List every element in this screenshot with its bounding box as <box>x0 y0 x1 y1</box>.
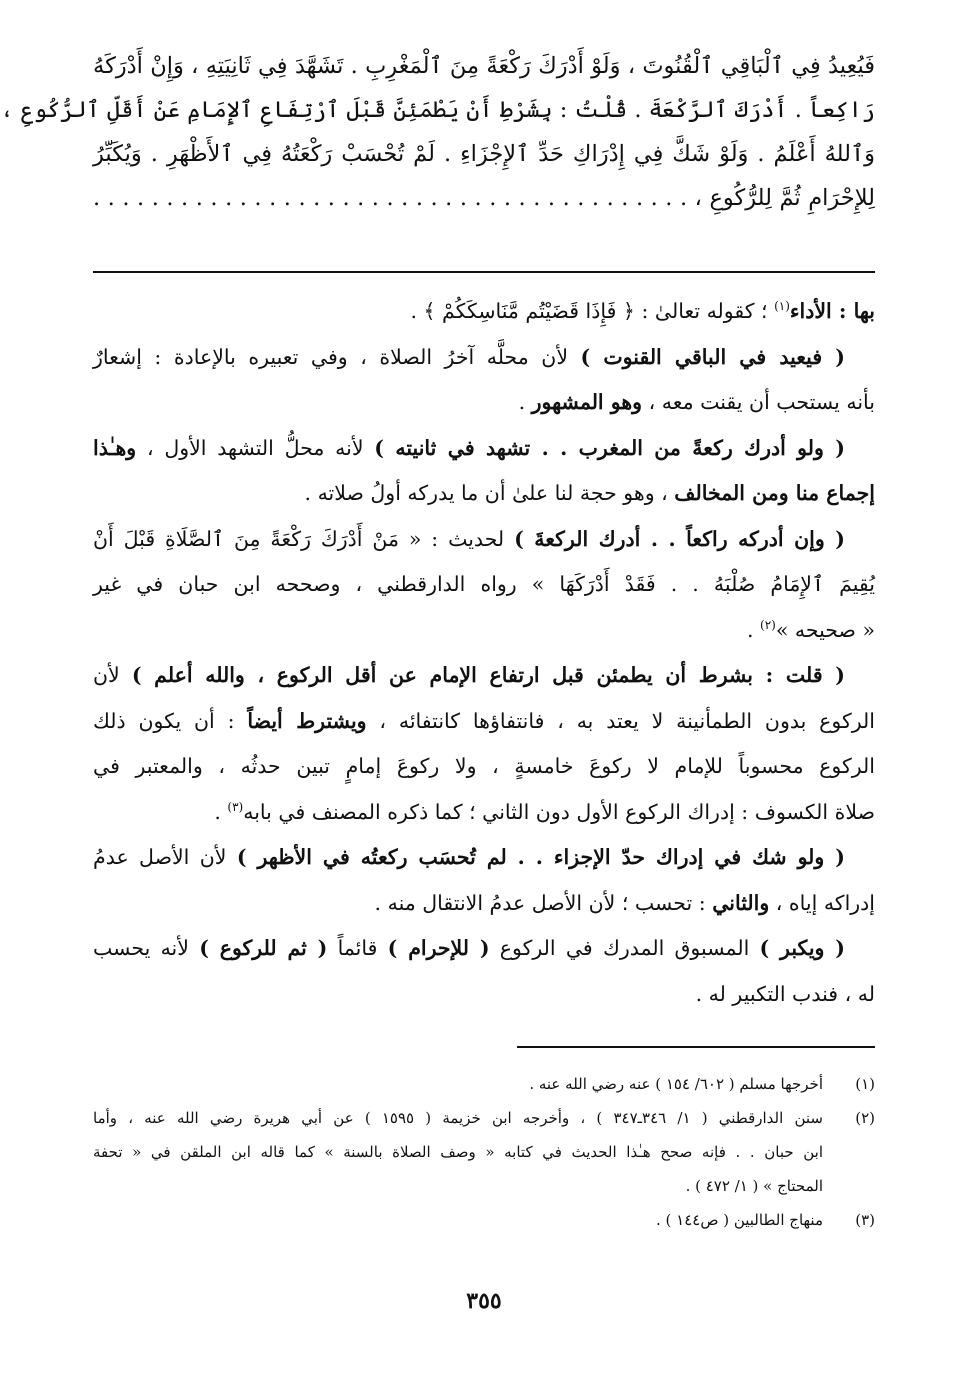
matn-quote: ( للإحرام ) <box>387 936 490 960</box>
sharh-plain: : تحسب ؛ لأن الأصل عدمُ الانتقال منه . <box>374 890 713 915</box>
footnote-number: (٢) <box>855 1109 875 1127</box>
sharh-plain: ؛ كقوله تعالىٰ : <box>634 299 775 323</box>
matn-text <box>0 44 875 220</box>
sharh-line <box>93 790 875 836</box>
sharh-plain: قائماً <box>327 936 388 960</box>
sharh-plain: بأنه يستحب أن يقنت معه ، <box>642 390 875 414</box>
footnote-number: (١) <box>855 1075 875 1093</box>
sharh-plain: لأنه يحسب <box>93 936 200 960</box>
sharh-plain: ، وهو حجة لنا علىٰ أن ما يدركه أولُ صلاته . <box>304 481 675 505</box>
sharh-plain: لأن <box>93 663 132 687</box>
sharh-plain: : أن يكون ذلك <box>93 708 248 733</box>
footnote-line: سنن الدارقطني ( ١/ ٣٤٦ـ٣٤٧ ) ، وأخرجه ابن خزيمة ( ١٥٩٥ ) عن أبي هريرة رضي الله عنه ، وأما <box>93 1109 823 1127</box>
sharh-line <box>93 335 875 381</box>
sharh-bold: والثاني <box>712 890 770 915</box>
sharh-plain: . <box>746 617 760 642</box>
matn-line: فَيُعِيدُ فِي ٱلْبَاقِي ٱلْقُنُوتَ ، وَلَوْ أَدْرَكَ رَكْعَةً مِنَ ٱلْمَغْرِبِ . تَشَهَّدَ فِي ثَانِيَتِهِ ، وَإِنْ أَدْرَكَهُ <box>93 53 875 79</box>
sharh-line <box>93 744 875 790</box>
sharh-plain: إدراكه إياه ، <box>769 890 875 915</box>
sharh-plain: الركوع محسوباً للإمام لا ركوعَ خامسةٍ ، ولا ركوعَ إمامٍ تبين حدثُه ، والمعتبر في <box>93 754 875 778</box>
sharh-plain: . <box>410 299 424 323</box>
sharh-line <box>93 926 875 972</box>
divider-line <box>93 271 875 273</box>
sharh-plain: . <box>214 799 228 824</box>
footnote-divider <box>517 1046 875 1048</box>
footnote-line: منهاج الطالبين ( ص١٤٤ ) . <box>655 1211 823 1229</box>
footnote-ref[interactable]: (٣) <box>227 799 244 814</box>
sharh-line <box>93 517 875 563</box>
matn-line-end: لِلإِحْرَامِ ثُمَّ لِلرُّكُوعِ ، <box>694 185 875 211</box>
page-number: ٣٥٥ <box>466 1288 502 1314</box>
matn-line: وَٱللهُ أَعْلَمُ . وَلَوْ شَكَّ فِي إِدْرَاكِ حَدِّ ٱلإِجْزَاءِ . لَمْ تُحْسَبْ رَكْعَتُهُ فِي ٱلأَظْهَرِ . وَيُكَبِّرُ <box>93 141 875 167</box>
matn-line: رَاكِعاً . أَدْرَكَ ٱلرَّكْعَةَ . قُلْتُ : بِشَرْطِ أَنْ يَطْمَئِنَّ قَبْلَ ٱرْتِفَاعِ ٱلإِمَامِ عَنْ أَقَلِّ ٱلرُّكُوعِ ، <box>0 97 875 123</box>
sharh-line <box>93 380 875 426</box>
sharh-bold: ويشترط أيضاً <box>247 708 367 733</box>
sharh-line <box>93 972 875 1018</box>
footnote-ref[interactable]: (١) <box>774 299 790 314</box>
sharh-plain: له ، فندب التكبير له . <box>695 981 875 1006</box>
hadith-text: يُقِيمَ ٱلإِمَامُ صُلْبَهُ . . فَقَدْ أَدْرَكَهَا » رواه الدارقطني ، وصححه ابن حبان في غير <box>93 572 875 596</box>
sharh-line <box>93 699 875 745</box>
sharh-plain: « صحيحه » <box>775 617 875 642</box>
footnotes <box>93 1067 875 1237</box>
sharh-bold: وهـٰذا <box>93 435 137 460</box>
footnote-3 <box>93 1203 875 1237</box>
matn-quote: ( ثم للركوع ) <box>199 936 328 960</box>
sharh-plain: لأنه محلُّ التشهد الأول ، <box>136 435 375 460</box>
sharh-line <box>93 835 875 881</box>
quran-verse: ﴿ فَإِذَا قَضَيْتُم مَّنَاسِكَكُمْ ﴾ <box>423 299 635 323</box>
matn-quote: ( ويكبر ) <box>759 936 845 960</box>
sharh-text <box>93 289 875 1017</box>
footnote-ref[interactable]: (٢) <box>760 617 776 632</box>
sharh-bold: وهو المشهور <box>531 390 643 414</box>
footnote-line: أخرجها مسلم ( ٦٠٢/ ١٥٤ ) عنه رضي الله عنه . <box>529 1075 823 1093</box>
sharh-bold: إجماع منا ومن المخالف <box>674 481 875 505</box>
matn-line <box>93 176 875 220</box>
matn-quote: ( وإن أدركه راكعاً . . أدرك الركعةَ ) <box>514 526 845 551</box>
matn-quote: ( فيعيد في الباقي القنوت ) <box>580 344 845 369</box>
sharh-line <box>93 426 875 472</box>
hadith-text: لحديث : « مَنْ أَدْرَكَ رَكْعَةً مِنَ ٱلصَّلَاةِ قَبْلَ أَنْ <box>93 526 515 551</box>
sharh-line <box>93 653 875 699</box>
sharh-plain: الركوع بدون الطمأنينة لا يعتد به ، فانتفاؤها كانتفائه ، <box>366 708 875 733</box>
ellipsis-dots: . . . . . . . . . . . . . . . . . . . . . . . . . . . . . . . . . . . . . . . . . <box>93 185 688 211</box>
sharh-line <box>93 471 875 517</box>
matn-quote: ( ولو شك في إدراك حدّ الإجزاء . . لم تُحسَب ركعتُه في الأظهر ) <box>236 845 845 869</box>
sharh-plain: لأن الأصل عدمُ <box>93 845 237 869</box>
matn-quote: ( ولو أدرك ركعةً من المغرب . . تشهد في ثانيته ) <box>374 435 845 460</box>
footnote-2 <box>93 1101 875 1203</box>
sharh-plain: المسبوق المدرك في الركوع <box>489 936 760 960</box>
sharh-line <box>93 881 875 927</box>
footnote-line: ابن حبان . . فإنه صحح هـٰذا الحديث في كتابه « وصف الصلاة بالسنة » كما قاله ابن الملقن في « تحفة <box>93 1143 823 1161</box>
sharh-plain: لأن محلَّه آخرُ الصلاة ، وفي تعبيره بالإعادة : إشعارٌ <box>93 344 581 369</box>
footnote-number: (٣) <box>855 1211 875 1229</box>
footnote-1 <box>93 1067 875 1101</box>
sharh-line <box>93 608 875 654</box>
sharh-plain: . <box>518 390 532 414</box>
sharh-line <box>93 289 875 335</box>
matn-quote: ( قلت : بشرط أن يطمئن قبل ارتفاع الإمام عن أقل الركوع ، والله أعلم ) <box>131 663 846 687</box>
footnote-line: المحتاج » ( ١/ ٤٧٢ ) . <box>685 1177 823 1195</box>
sharh-bold: بها : الأداء <box>789 299 875 323</box>
sharh-line <box>93 562 875 608</box>
sharh-plain: صلاة الكسوف : إدراك الركوع الأول دون الثاني ؛ كما ذكره المصنف في بابه <box>243 799 875 824</box>
